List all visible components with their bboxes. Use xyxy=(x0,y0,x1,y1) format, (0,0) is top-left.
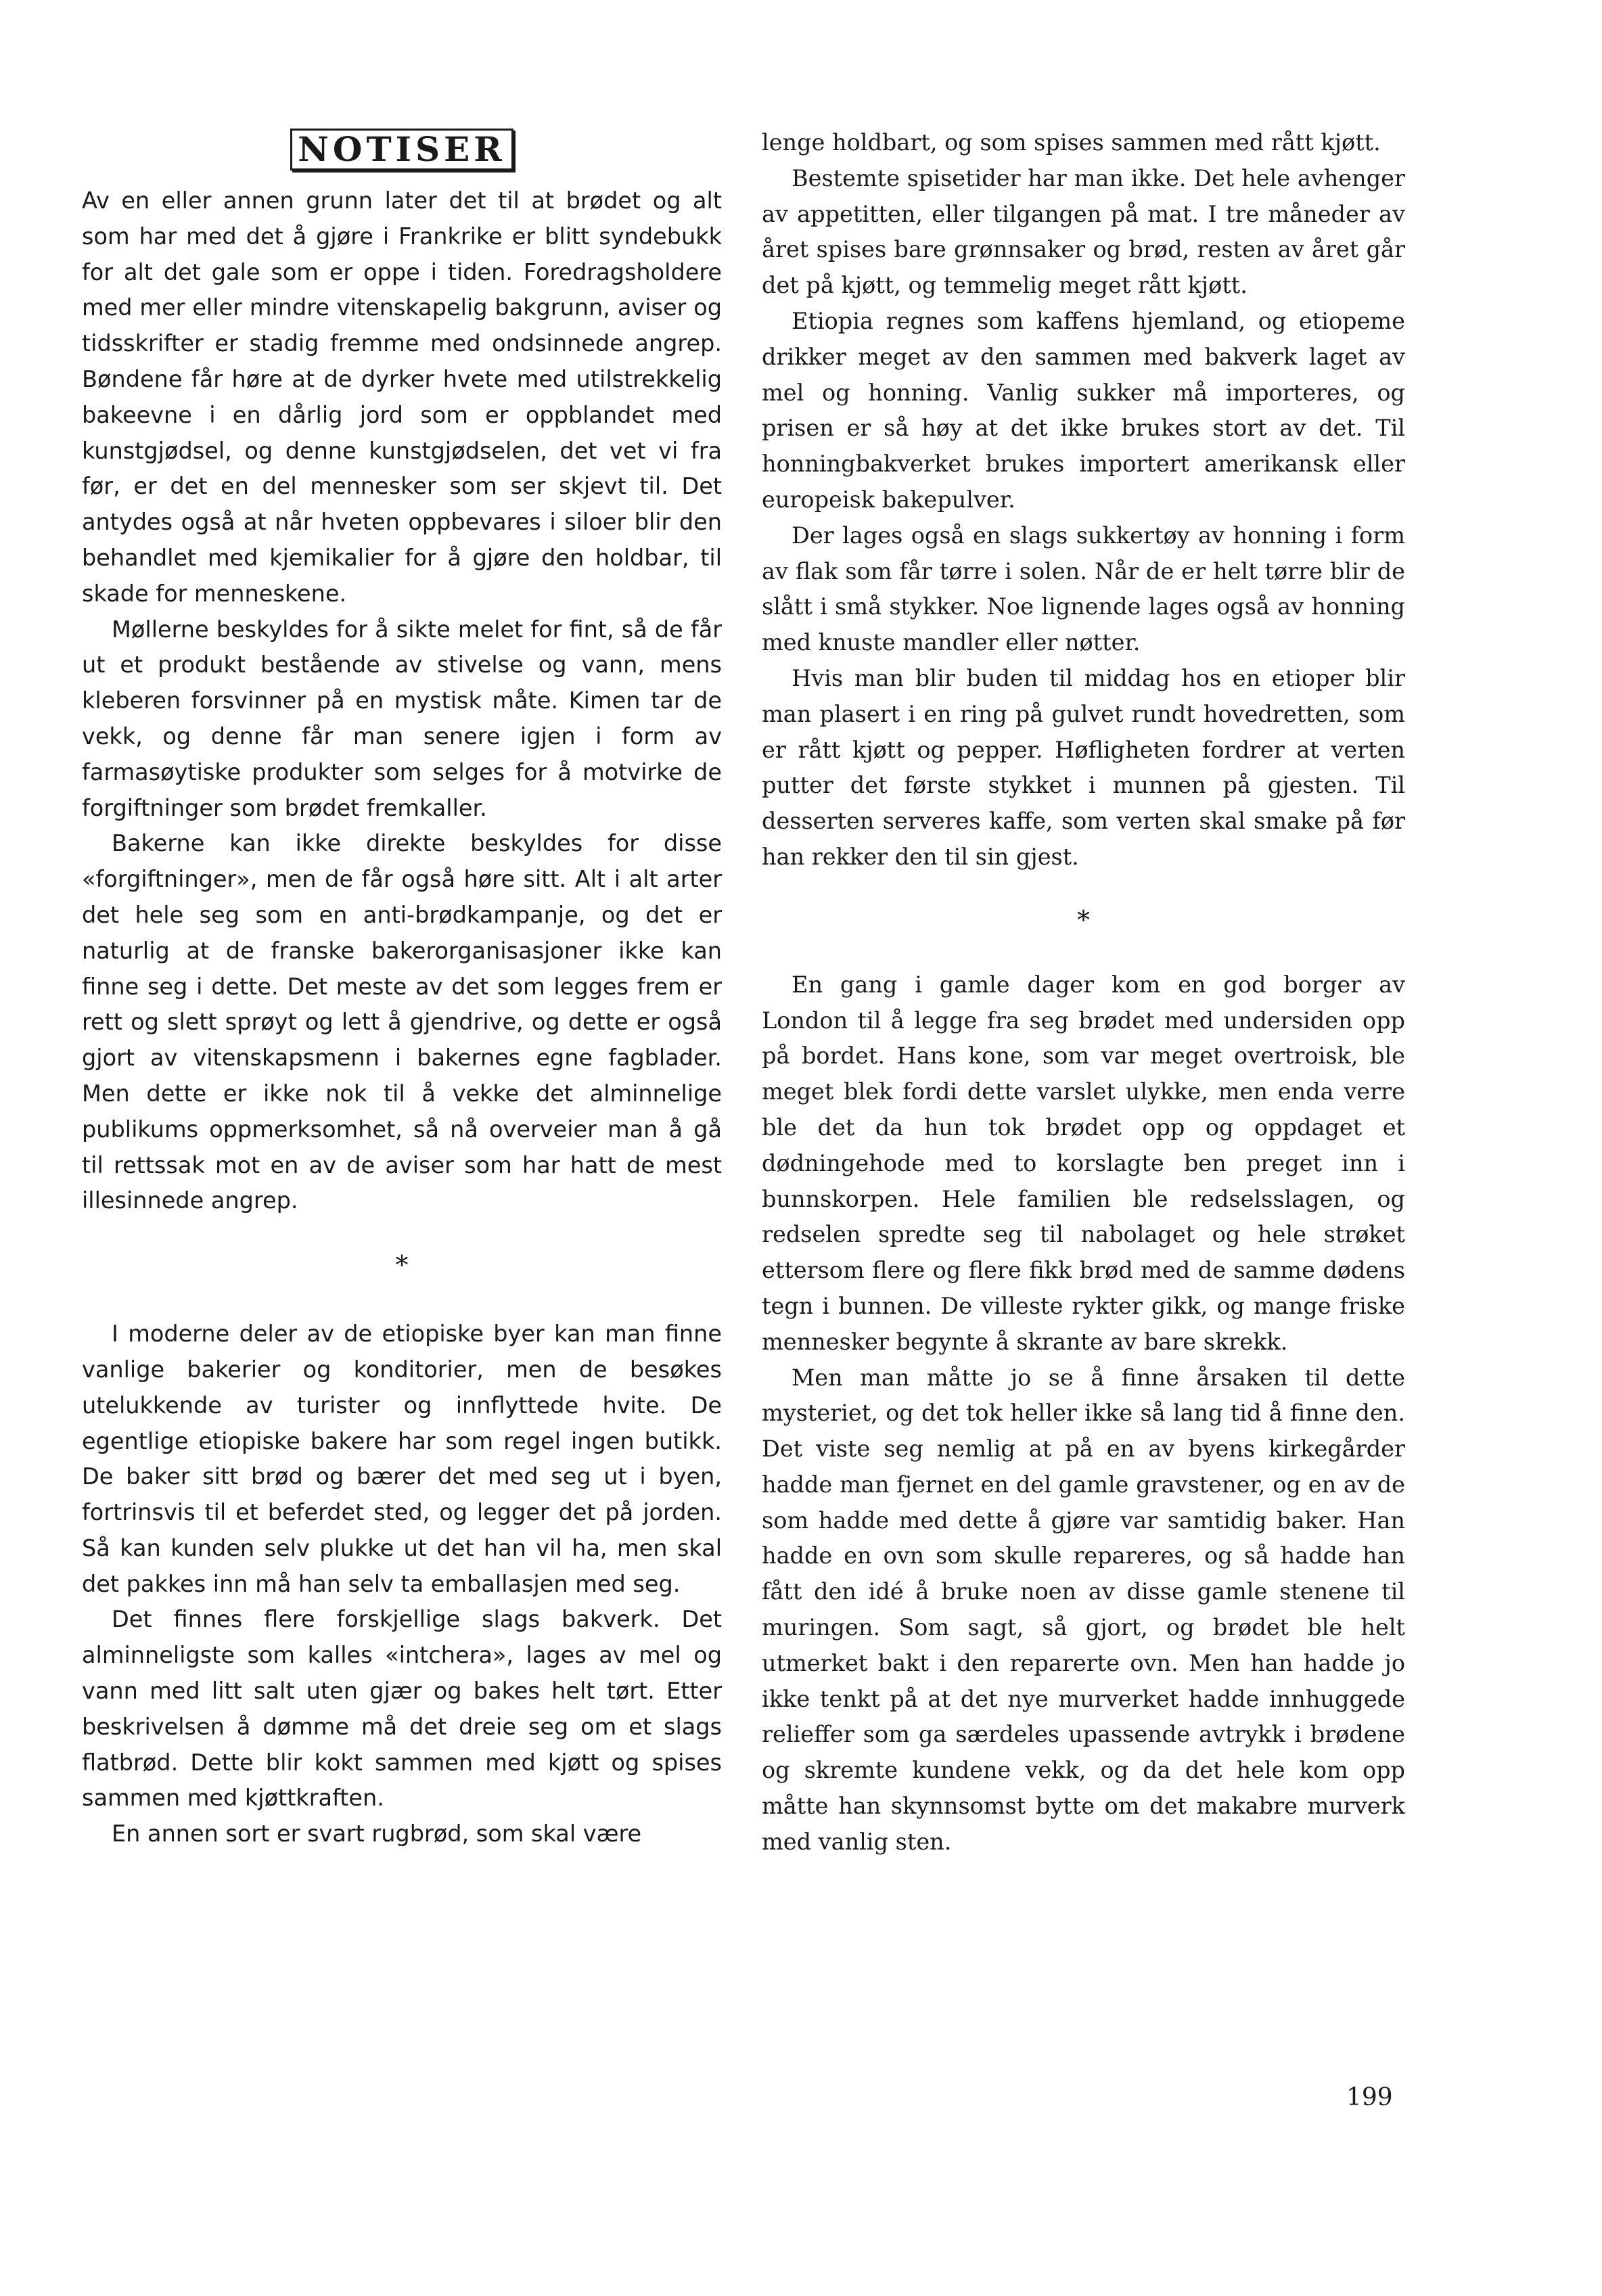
separator-asterisk: * xyxy=(395,1250,409,1281)
paragraph: Der lages også en slags sukkertøy av honning i form av flak som får tørre i solen. Når de er helt tørre blir de slått i små stykker. Noe lignende lages også av honning med knuste mandler eller nøtter. xyxy=(762,522,1405,656)
heading-text: NOTISER xyxy=(290,129,513,170)
left-column xyxy=(82,125,722,1852)
right-column xyxy=(762,125,1405,1860)
paragraph: lenge holdbart, og som spises sammen med rått kjøtt. xyxy=(762,129,1381,156)
paragraph: Det finnes flere forskjellige slags bakverk. Det alminneligste som kalles «intchera», lages av mel og vann med litt salt uten gjær og bakes helt tørt. Etter beskrivelsen å dømme må det dreie seg om et slags flatbrød. Dette blir kokt sammen med kjøtt og spises sammen med kjøttkraften. xyxy=(82,1606,722,1812)
paragraph: Bestemte spisetider har man ikke. Det hele avhenger av appetitten, eller tilgangen på mat. I tre måneder av året spises bare grønnsaker og brød, resten av året går det på kjøtt, og temmelig meget rått kjøtt. xyxy=(762,164,1405,299)
section-heading xyxy=(82,125,722,174)
paragraph: Av en eller annen grunn later det til at brødet og alt som har med det å gjøre i Frankrike er blitt syndebukk for alt det gale som er oppe i tiden. Foredragsholdere med mer eller mindre vitenskapelig bakgrunn, aviser og tidsskrifter er stadig fremme med ondsinnede angrep. Bøndene får høre at de dyrker hvete med utilstrekkelig bakeevne i en dårlig jord som er oppblandet med kunstgjødsel, og denne kunstgjødselen, det vet vi fra før, er det en del mennesker som ser skjevt til. Det antydes også at når hveten oppbevares i siloer blir den behandlet med kjemikalier for å gjøre den holdbar, til skade for menneskene. xyxy=(82,187,722,607)
paragraph: Etiopia regnes som kaffens hjemland, og etiopeme drikker meget av den sammen med bakverk laget av mel og honning. Vanlig sukker må importeres, og prisen er så høy at det ikke brukes stort av det. Til honningbakverket brukes importert amerikansk eller europeisk bakepulver. xyxy=(762,307,1405,513)
paragraph: I moderne deler av de etiopiske byer kan man finne vanlige bakerier og konditorier, men de besøkes utelukkende av turister og innflyttede hvite. De egentlige etiopiske bakere har som regel ingen butikk. De baker sitt brød og bærer det med seg ut i byen, fortrinsvis til et beferdet sted, og legger det på jorden. Så kan kunden selv plukke ut det han vil ha, men skal det pakkes inn må han selv ta emballasjen med seg. xyxy=(82,1321,722,1597)
page-number: 199 xyxy=(1346,2084,1393,2111)
paragraph: En gang i gamle dager kom en god borger av London til å legge fra seg brødet med undersiden opp på bordet. Hans kone, som var meget overtroisk, ble meget blek fordi dette varslet ulykke, men enda verre ble det da hun tok brødet opp og oppdaget et dødningehode med to korslagte ben preget inn i bunnskorpen. Hele familien ble redselsslagen, og redselen spredte seg til nabolaget og hele strøket ettersom flere og flere fikk brød med de samme dødens tegn i bunnen. De villeste rykter gikk, og mange friske mennesker begynte å skrante av bare skrekk. xyxy=(762,971,1405,1355)
paragraph: Møllerne beskyldes for å sikte melet for fint, så de får ut et produkt bestående av stivelse og vann, mens kleberen forsvinner på en mystisk måte. Kimen tar de vekk, og denne får man senere igjen i form av farmasøytiske produkter som selges for å motvirke de forgiftninger som brødet fremkaller. xyxy=(82,616,722,821)
separator-asterisk: * xyxy=(1077,904,1090,935)
paragraph: Hvis man blir buden til middag hos en etioper blir man plasert i en ring på gulvet rundt hovedretten, som er rått kjøtt og pepper. Høfligheten fordrer at verten putter det første stykket i munnen på gjesten. Til desserten serveres kaffe, som verten skal smake på før han rekker den til sin gjest. xyxy=(762,664,1405,870)
paragraph: Bakerne kan ikke direkte beskyldes for disse «forgiftninger», men de får også høre sitt. Alt i alt arter det hele seg som en anti-brødkampanje, og det er naturlig at de franske bakerorganisasjoner ikke kan finne seg i dette. Det meste av det som legges frem er rett og slett sprøyt og lett å gjendrive, og dette er også gjort av vitenskapsmenn i bakernes egne fagblader. Men dette er ikke nok til å vekke det alminnelige publikums oppmerksomhet, så nå overveier man å gå til rettssak mot en av de aviser som har hatt de mest illesinnede angrep. xyxy=(82,830,722,1214)
paragraph: Men man måtte jo se å finne årsaken til dette mysteriet, og det tok heller ikke så lang tid å finne den. Det viste seg nemlig at på en av byens kirkegårder hadde man fjernet en del gamle gravstener, og en av de som hadde med dette å gjøre var samtidig baker. Han hadde en ovn som skulle repareres, og så hadde han fått den idé å bruke noen av disse gamle stenene til muringen. Som sagt, så gjort, og brødet ble helt utmerket bakt i den reparerte ovn. Men han hadde jo ikke tenkt på at det nye murverket hadde innhuggede relieffer som ga særdeles upassende avtrykk i brødene og skremte kundene vekk, og da det hele kom opp måtte han skynnsomst bytte om det makabre murverk med vanlig sten. xyxy=(762,1364,1405,1855)
paragraph: En annen sort er svart rugbrød, som skal være xyxy=(112,1820,642,1847)
